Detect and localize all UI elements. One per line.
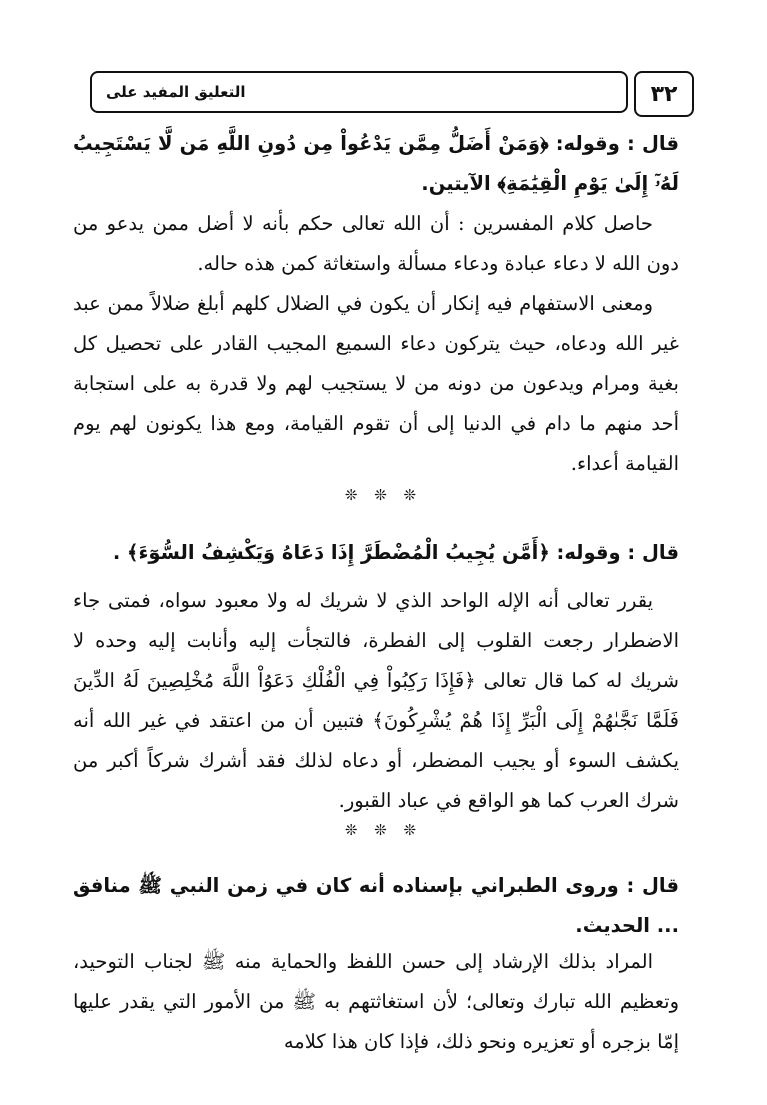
section-1-paragraph-2: ومعنى الاستفهام فيه إنكار أن يكون في الضلال كلهم أبلغ ضلالاً ممن عبد غير الله ودعاه، حيث يتركون دعاء السميع المجيب القادر على تحصيل كل بغية ومرام ويدعون من دونه من لا يستجيب لهم ولا قدرة به على استجابة أحد منهم ما دام في الدنيا إلى أن تقوم القيامة، ومع هذا يكونون لهم يوم القيامة أعداء. xyxy=(73,292,679,475)
running-title-box xyxy=(90,71,628,113)
page-number xyxy=(634,71,694,117)
section-divider-1: ❊ ❊ ❊ xyxy=(344,486,423,504)
section-1-heading: قال : وقوله: ﴿وَمَنْ أَضَلُّ مِمَّن يَدْعُواْ مِن دُونِ اللَّهِ مَن لَّا يَسْتَجِيبُ لَهُۥٓ إِلَىٰ يَوْمِ الْقِيَٰمَةِ﴾ الآيتين. xyxy=(73,132,679,195)
page-number-text: ٣٢ xyxy=(650,81,678,107)
section-3-paragraph-1: المراد بذلك الإرشاد إلى حسن اللفظ والحماية منه ﷺ لجناب التوحيد، وتعظيم الله تبارك وتعالى؛ لأن استغاثتهم به ﷺ من الأمور التي يقدر عليها إمّا بزجره أو تعزيره ونحو ذلك، فإذا كان هذا كلامه xyxy=(73,950,679,1053)
section-2-heading: قال : وقوله: ﴿أَمَّن يُجِيبُ الْمُضْطَرَّ إِذَا دَعَاهُ وَيَكْشِفُ السُّوٓءَ﴾ . xyxy=(112,541,679,564)
running-title: التعليق المفيد على xyxy=(106,83,246,101)
section-3-heading: قال : وروى الطبراني بإسناده أنه كان في زمن النبي ﷺ منافق ... الحديث. xyxy=(73,874,679,937)
section-2-paragraph-1: يقرر تعالى أنه الإله الواحد الذي لا شريك له ولا معبود سواه، فمتى جاء الاضطرار رجعت القلوب إلى الفطرة، فالتجأت إليه وأنابت إليه وحده لا شريك له كما قال تعالى ﴿فَإِذَا رَكِبُواْ فِي الْفُلْكِ دَعَوُاْ اللَّهَ مُخْلِصِينَ لَهُ الدِّينَ فَلَمَّا نَجَّىٰهُمْ إِلَى الْبَرِّ إِذَا هُمْ يُشْرِكُونَ﴾ فتبين أن من اعتقد في غير الله أنه يكشف السوء أو يجيب المضطر، أو دعاه لذلك فقد أشرك شركاً أكبر من شرك العرب كما هو الواقع في عباد القبور. xyxy=(73,589,679,812)
section-divider-2: ❊ ❊ ❊ xyxy=(344,821,423,839)
section-1-paragraph-1: حاصل كلام المفسرين : أن الله تعالى حكم بأنه لا أضل ممن يدعو من دون الله لا دعاء عبادة ودعاء مسألة واستغاثة كمن هذه حاله. xyxy=(73,212,679,275)
page-header xyxy=(90,71,694,117)
